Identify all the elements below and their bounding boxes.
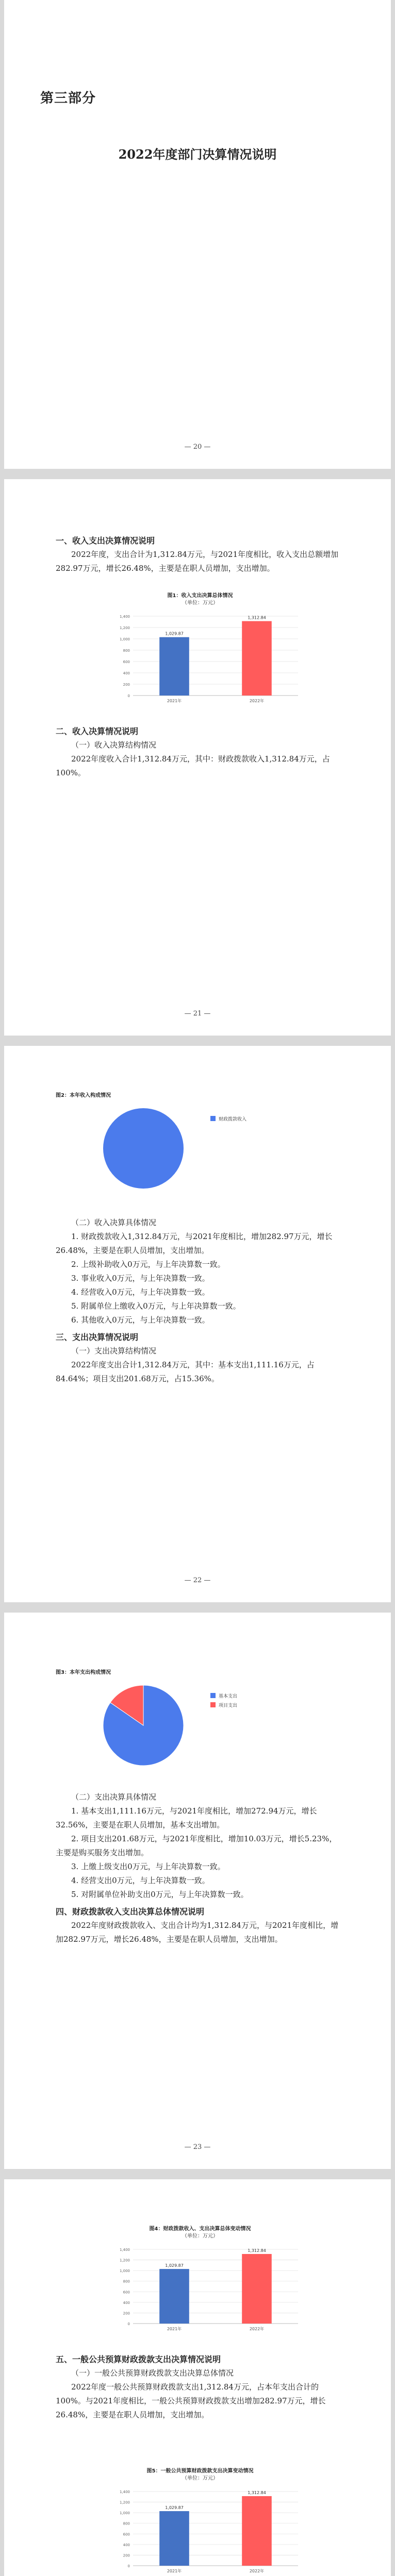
y-tick-label: 1,200 [119,2500,130,2505]
page-number: — 21 — [184,1010,211,1018]
list-item: 1. 财政拨款收入1,312.84万元，与2021年度相比，增加282.97万元，增长26.48%，主要是在职人员增加，支出增加。 [56,1232,333,1255]
subsection-heading: （一）支出决算结构情况 [71,1346,157,1355]
list-item: 4. 经营收入0万元，与上年决算数一致。 [71,1287,210,1297]
pie-chart-3 [56,1676,344,1774]
list-item: 2. 项目支出201.68万元，与2021年度相比，增加10.03万元，增长5.23%，主要是购买服务支出增加。 [56,1834,337,1857]
y-tick-label: 1,200 [119,626,130,630]
bar-chart-5 [56,2482,344,2576]
figure-unit: （单位：万元） [182,600,218,606]
page-number: — 22 — [184,1577,211,1584]
section-heading: 三、支出决算情况说明 [56,1332,139,1342]
figure-4 [56,2226,344,2340]
document-page-1 [4,0,391,469]
section-heading: 二、收入决算情况说明 [56,726,139,736]
bar [242,2254,272,2324]
figure-title: 图5：一般公共预算财政拨款支出决算变动情况 [146,2468,254,2474]
document-page-4 [4,1613,391,2169]
bar [242,2496,272,2566]
legend-label: 项目支出 [219,1703,238,1708]
x-tick-label: 2022年 [249,699,265,703]
part-title: 第三部分 [40,91,96,106]
data-label: 1,029.87 [165,631,184,636]
list-item: 3. 事业收入0万元，与上年决算数一致。 [71,1274,210,1283]
y-tick-label: 200 [123,683,130,687]
list-item: 6. 其他收入0万元，与上年决算数一致。 [71,1315,210,1325]
list-item: 4. 经营支出0万元，与上年决算数一致。 [71,1876,210,1885]
page-number: — 23 — [184,2143,211,2151]
section-heading: 五、一般公共预算财政拨款支出决算情况说明 [56,2354,221,2364]
data-label: 1,312.84 [248,2248,266,2253]
x-tick-label: 2021年 [167,699,182,703]
y-tick-label: 400 [123,671,130,675]
section-heading: 四、财政拨款收入支出决算总体情况说明 [56,1907,205,1917]
bar [159,637,189,696]
y-tick-label: 800 [123,649,130,653]
y-tick-label: 200 [123,2553,130,2558]
subsection-heading: （二）收入决算具体情况 [71,1218,157,1227]
x-tick-label: 2021年 [167,2327,182,2331]
y-tick-label: 600 [123,660,130,664]
y-tick-label: 400 [123,2300,130,2305]
paragraph: 2022年度，支出合计为1,312.84万元，与2021年度相比，收入支出总额增加282.97万元，增长26.48%，主要是在职人员增加，支出增加。 [56,550,339,573]
paragraph: 2022年度财政拨款收入、支出合计均为1,312.84万元，与2021年度相比，增加282.97万元，增长26.48%，主要是在职人员增加，支出增加。 [56,1921,339,1944]
figure-5 [56,2468,344,2576]
figure-unit: （单位：万元） [182,2476,218,2481]
figure-title: 图2：本年收入构成情况 [56,1093,111,1098]
data-label: 1,029.87 [165,2263,184,2268]
subsection-heading: （一）一般公共预算财政拨款支出决算总体情况 [71,2368,234,2378]
figure-title: 图4：财政拨款收入、支出决算总体变动情况 [149,2226,251,2232]
paragraph: 2022年度收入合计1,312.84万元，其中：财政拨款收入1,312.84万元，占100%。 [56,754,330,777]
legend-label: 基本支出 [219,1694,238,1699]
pie-chart-2 [56,1099,344,1197]
y-tick-label: 1,000 [119,2511,130,2516]
y-tick-label: 1,400 [119,615,130,619]
bar [242,621,272,696]
figure-title: 图3：本年支出构成情况 [56,1670,111,1675]
bar-chart-4 [56,2240,344,2338]
data-label: 1,312.84 [248,615,266,620]
document-page-2 [4,479,391,1036]
figure-unit: （单位：万元） [182,2233,218,2239]
y-tick-label: 600 [123,2290,130,2295]
legend-swatch [210,1693,216,1698]
data-label: 1,312.84 [248,2490,266,2495]
y-tick-label: 600 [123,2532,130,2537]
legend-swatch [210,1702,216,1707]
y-tick-label: 0 [127,694,130,698]
y-tick-label: 1,000 [119,637,130,641]
section-heading: 一、收入支出决算情况说明 [56,536,155,546]
figure-title: 图1：收入支出决算总体情况 [167,593,233,599]
x-tick-label: 2022年 [249,2569,265,2573]
list-item: 1. 基本支出1,111.16万元，与2021年度相比，增加272.94万元，增长32.56%，主要是在职人员增加，基本支出增加。 [56,1806,317,1829]
y-tick-label: 1,000 [119,2269,130,2274]
figure-3 [56,1669,344,1776]
subsection-heading: （二）支出决算具体情况 [71,1792,157,1802]
main-title: 2022年度部门决算情况说明 [118,147,277,162]
legend-label: 财政拨款收入 [219,1117,247,1122]
y-tick-label: 800 [123,2279,130,2284]
page-number: — 20 — [184,443,211,451]
legend-swatch [210,1116,216,1121]
figure-1 [56,592,344,712]
paragraph: 2022年度一般公共预算财政拨款支出1,312.84万元，占本年支出合计的100%。与2021年度相比，一般公共预算财政拨款支出增加282.97万元，增长26.48%，主要是在职人员增加，支出增加。 [56,2382,326,2419]
y-tick-label: 1,200 [119,2258,130,2263]
list-item: 5. 对附属单位补助支出0万元，与上年决算数一致。 [71,1890,249,1899]
y-tick-label: 1,400 [119,2490,130,2494]
pie-slice [103,1108,184,1189]
data-label: 1,029.87 [165,2505,184,2511]
list-item: 5. 附属单位上缴收入0万元，与上年决算数一致。 [71,1301,241,1311]
document-page-5 [4,2179,391,2576]
bar-chart-1 [56,607,344,710]
document-page-3 [4,1046,391,1602]
y-tick-label: 400 [123,2543,130,2547]
bar [159,2269,189,2324]
x-tick-label: 2021年 [167,2569,182,2573]
y-tick-label: 0 [127,2564,130,2568]
figure-2 [56,1092,344,1199]
paragraph: 2022年度支出合计1,312.84万元，其中：基本支出1,111.16万元，占84.64%；项目支出201.68万元，占15.36%。 [56,1360,315,1383]
y-tick-label: 800 [123,2521,130,2526]
list-item: 2. 上级补助收入0万元，与上年决算数一致。 [71,1260,225,1269]
subsection-heading: （一）收入决算结构情况 [71,740,157,750]
list-item: 3. 上缴上级支出0万元，与上年决算数一致。 [71,1862,225,1871]
y-tick-label: 1,400 [119,2248,130,2252]
y-tick-label: 0 [127,2322,130,2326]
x-tick-label: 2022年 [249,2327,265,2331]
y-tick-label: 200 [123,2311,130,2316]
bar [159,2511,189,2566]
